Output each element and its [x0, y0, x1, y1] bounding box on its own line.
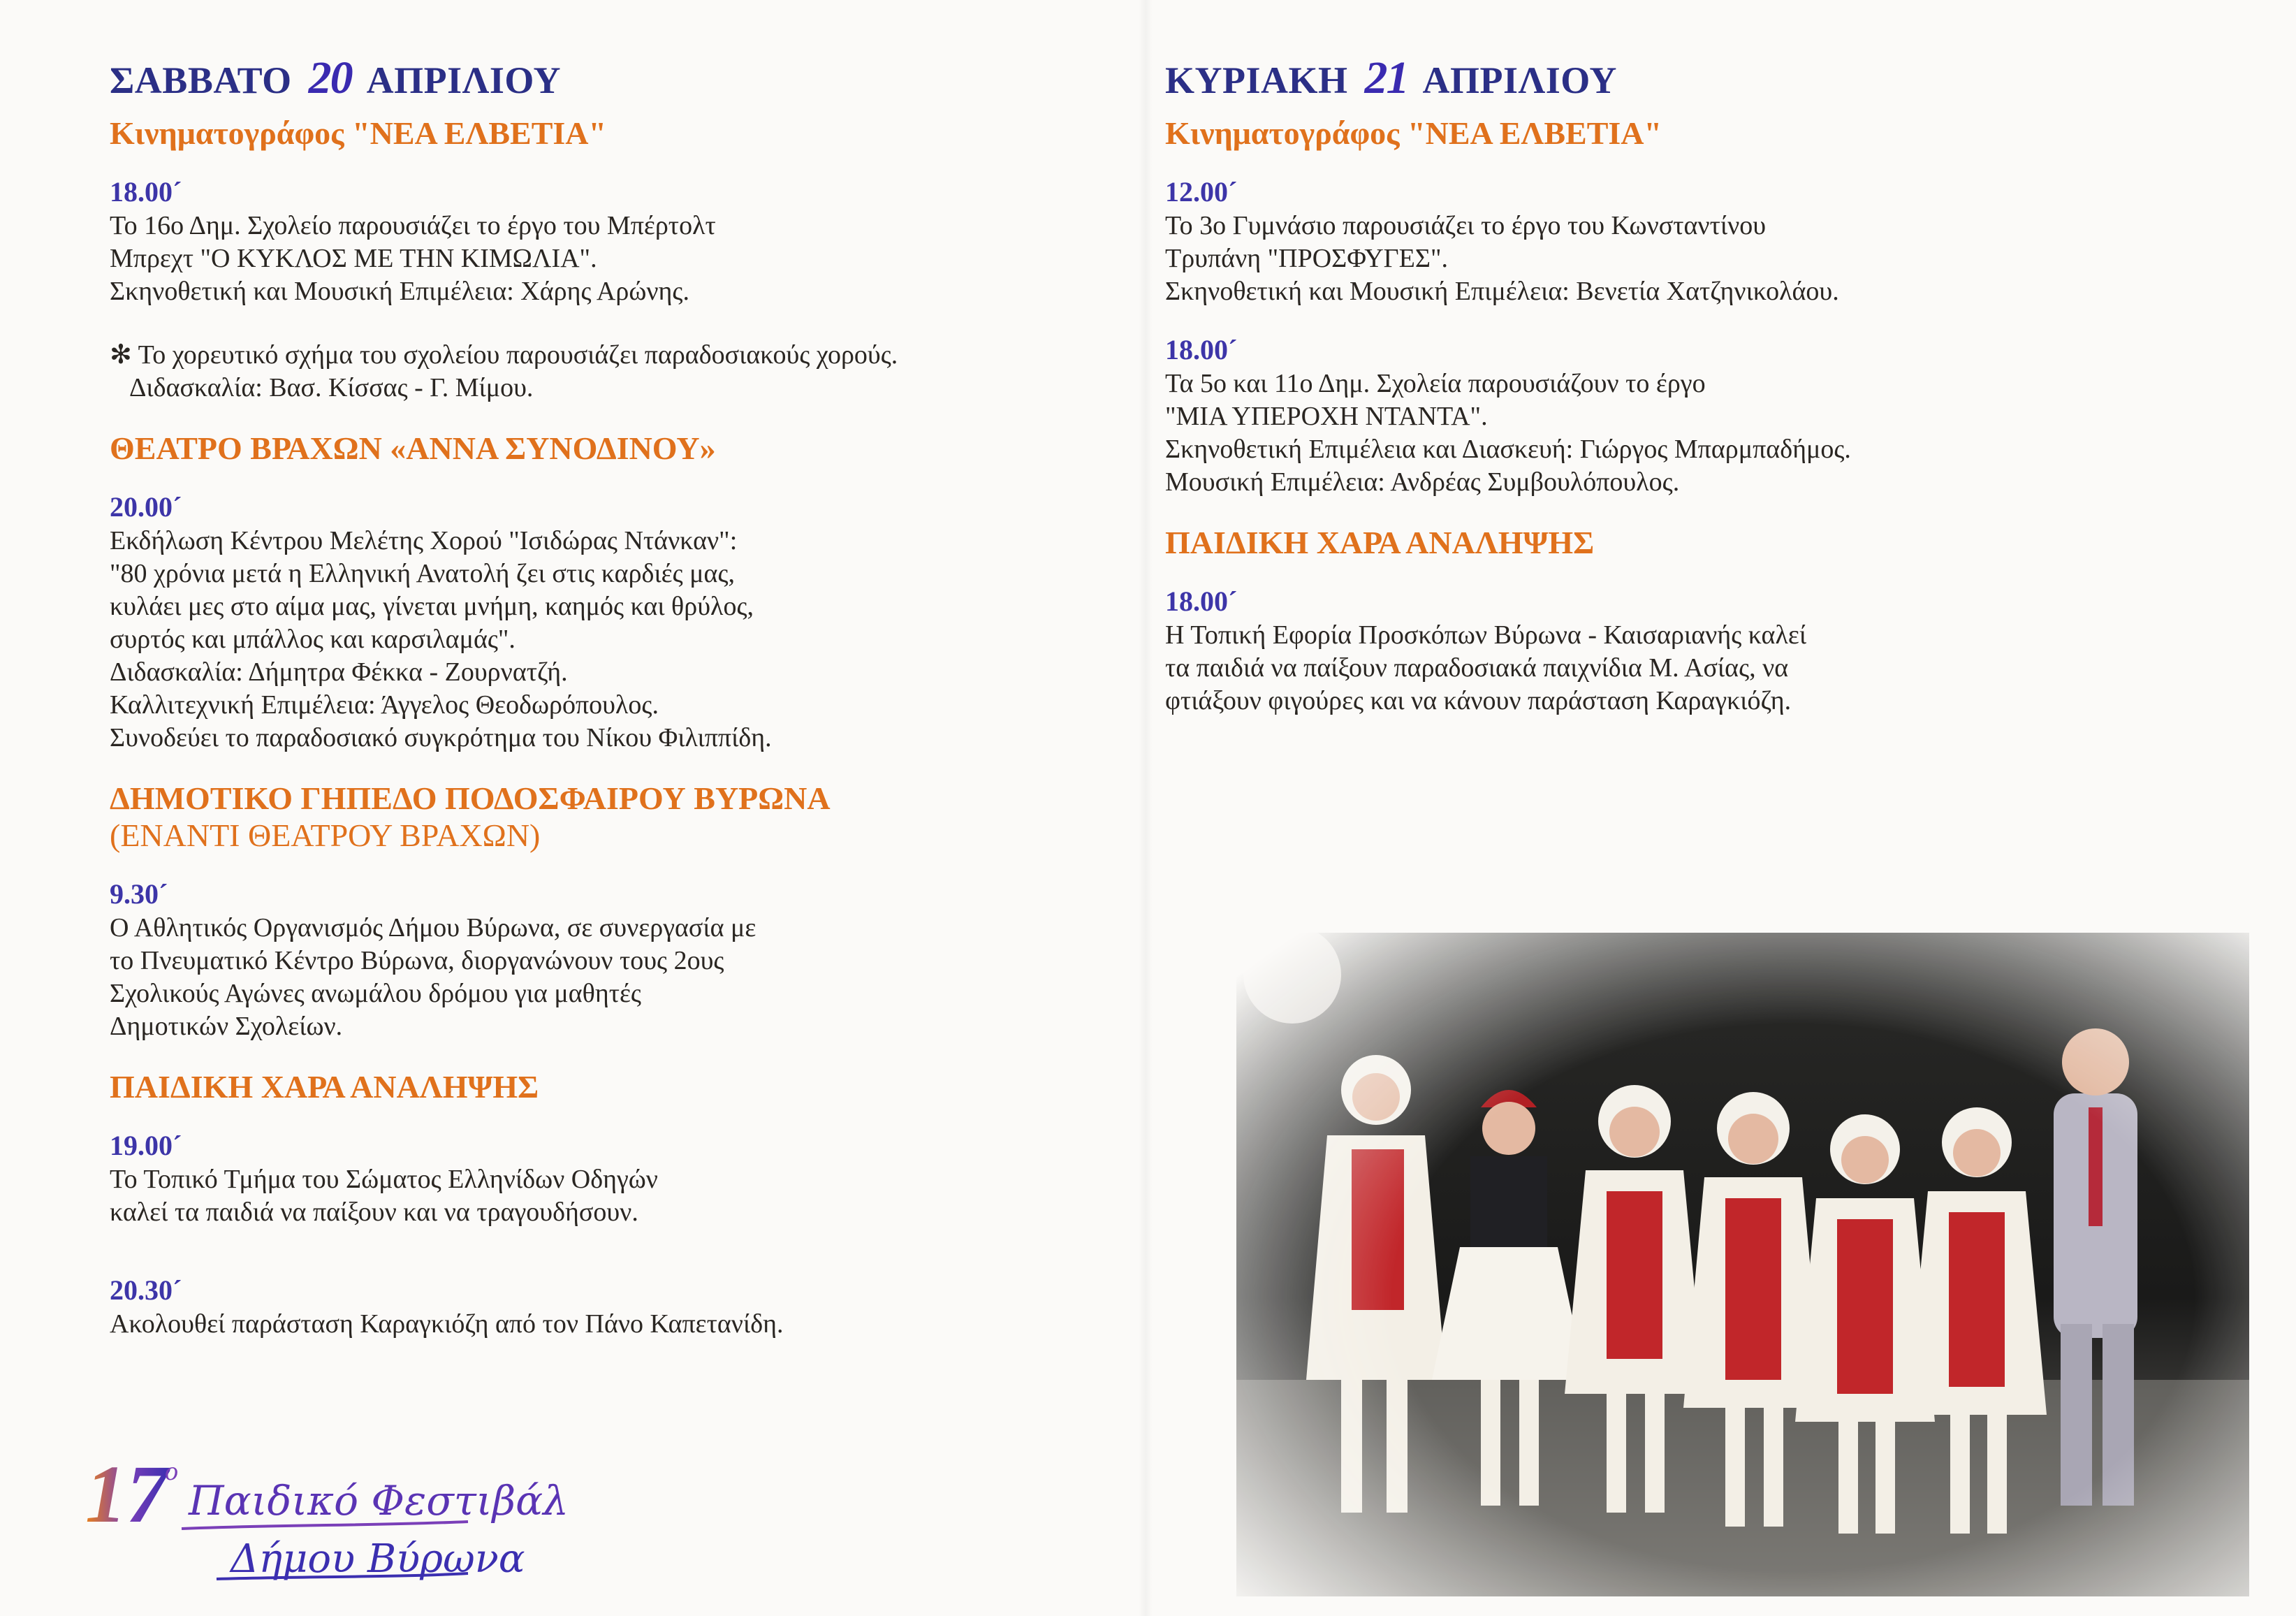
event-line: Μουσική Επιμέλεια: Ανδρέας Συμβουλόπουλος. [1165, 467, 1680, 497]
event-time: 12.00´ [1165, 176, 1238, 208]
sunday-schedule [1165, 0, 2199, 743]
month-name: ΑΠΡΙΛΙΟΥ [1422, 59, 1617, 101]
event-line: συρτός και μπάλλος και καρσιλαμάς". [110, 625, 515, 654]
event-line: Διδασκαλία: Δήμητρα Φέκκα - Ζουρνατζή. [110, 657, 568, 687]
event-description [1165, 210, 2199, 308]
event-line: κυλάει μες στο αίμα μας, γίνεται μνήμη, καημός και θρύλος, [110, 592, 754, 621]
venue-heading: ΘΕΑΤΡΟ ΒΡΑΧΩΝ «ΑΝΝΑ ΣΥΝΟΔΙΝΟΥ» [110, 430, 716, 466]
logo-line-1: Παιδικό Φεστιβάλ [189, 1477, 569, 1524]
event-line: Μπρεχτ "Ο ΚΥΚΛΟΣ ΜΕ ΤΗΝ ΚΙΜΩΛΙΑ". [110, 244, 597, 273]
event-time: 18.00´ [1165, 334, 1238, 365]
event-line: Σκηνοθετική και Μουσική Επιμέλεια: Χάρης Αρώνης. [110, 277, 689, 306]
event-note: Διδασκαλία: Βασ. Κίσσας - Γ. Μίμου. [129, 373, 534, 402]
venue-heading [110, 780, 1116, 854]
dance-photo-illustration [1236, 933, 2249, 1596]
event-line: Καλλιτεχνική Επιμέλεια: Άγγελος Θεοδωρόπουλος. [110, 690, 659, 720]
event-description [110, 1308, 1116, 1341]
event-line: Ο Αθλητικός Οργανισμός Δήμου Βύρωνα, σε συνεργασία με [110, 913, 756, 942]
event-note: ✻ Το χορευτικό σχήμα του σχολείου παρουσιάζει παραδοσιακούς χορούς. [110, 340, 898, 370]
event-line: φτιάξουν φιγούρες και να κάνουν παράσταση Καραγκιόζη. [1165, 686, 1792, 715]
event-description [110, 912, 1116, 1043]
event-line: Η Τοπική Εφορία Προσκόπων Βύρωνα - Καισαριανής καλεί [1165, 620, 1807, 650]
venue-heading: Κινηματογράφος "ΝΕΑ ΕΛΒΕΤΙΑ" [110, 115, 607, 151]
event-description [110, 210, 1116, 405]
event-time: 9.30´ [110, 878, 168, 910]
festival-logo [77, 1439, 569, 1593]
day-number: 21 [1364, 52, 1408, 103]
event-description [1165, 619, 2199, 718]
event-line: Σχολικούς Αγώνες ανωμάλου δρόμου για μαθητές [110, 979, 641, 1008]
event-block [110, 1129, 1116, 1229]
event-line: Τρυπάνη "ΠΡΟΣΦΥΓΕΣ". [1165, 244, 1448, 273]
logo-ordinal: ο [165, 1457, 178, 1486]
event-time: 18.00´ [110, 176, 182, 208]
event-block [1165, 585, 2199, 718]
event-block [1165, 175, 2199, 308]
event-line: Εκδήλωση Κέντρου Μελέτης Χορού "Ισιδώρας Ντάνκαν": [110, 526, 738, 555]
event-line: Σκηνοθετική και Μουσική Επιμέλεια: Βενετία Χατζηνικολάου. [1165, 277, 1839, 306]
event-line: καλεί τα παιδιά να παίξουν και να τραγουδήσουν. [110, 1198, 638, 1227]
event-line: Δημοτικών Σχολείων. [110, 1012, 343, 1041]
event-block [110, 878, 1116, 1043]
event-line: Τα 5ο και 11ο Δημ. Σχολεία παρουσιάζουν το έργο [1165, 369, 1706, 398]
venue-heading: Κινηματογράφος "ΝΕΑ ΕΛΒΕΤΙΑ" [1165, 115, 1662, 151]
event-line: Το Τοπικό Τμήμα του Σώματος Ελληνίδων Οδηγών [110, 1165, 658, 1194]
event-line: Ακολουθεί παράσταση Καραγκιόζη από τον Πάνο Καπετανίδη. [110, 1309, 784, 1339]
dance-photo [1236, 933, 2249, 1596]
event-time: 18.00´ [1165, 585, 1238, 617]
saturday-schedule [110, 0, 1116, 1366]
event-block [110, 1274, 1116, 1341]
month-name: ΑΠΡΙΛΙΟΥ [366, 59, 561, 101]
event-description [1165, 367, 2199, 499]
event-block [110, 175, 1116, 405]
venue-heading: ΠΑΙΔΙΚΗ ΧΑΡΑ ΑΝΑΛΗΨΗΣ [1165, 525, 1595, 560]
day-name: ΚΥΡΙΑΚΗ [1165, 59, 1348, 101]
venue-title: ΔΗΜΟΤΙΚΟ ΓΗΠΕΔΟ ΠΟΔΟΣΦΑΙΡΟΥ ΒΥΡΩΝΑ [110, 780, 831, 816]
event-line: το Πνευματικό Κέντρο Βύρωνα, διοργανώνουν τους 2ους [110, 946, 724, 975]
day-number: 20 [308, 52, 352, 103]
event-line: "ΜΙΑ ΥΠΕΡΟΧΗ ΝΤΑΝΤΑ". [1165, 402, 1488, 431]
page-fold [1139, 0, 1153, 1616]
day-heading [1165, 52, 2199, 105]
event-line: Το 16ο Δημ. Σχολείο παρουσιάζει το έργο του Μπέρτολτ [110, 211, 716, 240]
day-heading [110, 52, 1116, 105]
event-time: 20.30´ [110, 1274, 182, 1306]
event-line: τα παιδιά να παίξουν παραδοσιακά παιχνίδια Μ. Ασίας, να [1165, 653, 1789, 683]
logo-line-2: Δήμου Βύρωνα [231, 1536, 525, 1582]
venue-subtitle: (ΕΝΑΝΤΙ ΘΕΑΤΡΟΥ ΒΡΑΧΩΝ) [110, 817, 541, 853]
event-time: 20.00´ [110, 491, 182, 523]
event-description [110, 525, 1116, 755]
event-line: "80 χρόνια μετά η Ελληνική Ανατολή ζει στις καρδιές μας, [110, 559, 736, 588]
day-name: ΣΑΒΒΑΤΟ [110, 59, 292, 101]
event-line: Το 3ο Γυμνάσιο παρουσιάζει το έργο του Κωνσταντίνου [1165, 211, 1767, 240]
event-block [1165, 333, 2199, 499]
line-gap [110, 308, 1116, 339]
event-line: Σκηνοθετική Επιμέλεια και Διασκευή: Γιώργος Μπαρμπαδήμος. [1165, 435, 1851, 464]
event-description [110, 1163, 1116, 1229]
event-block [110, 490, 1116, 755]
venue-heading: ΠΑΙΔΙΚΗ ΧΑΡΑ ΑΝΑΛΗΨΗΣ [110, 1069, 539, 1105]
logo-number: 17 [85, 1448, 168, 1540]
event-time: 19.00´ [110, 1130, 182, 1161]
event-line: Συνοδεύει το παραδοσιακό συγκρότημα του Νίκου Φιλιππίδη. [110, 723, 772, 752]
